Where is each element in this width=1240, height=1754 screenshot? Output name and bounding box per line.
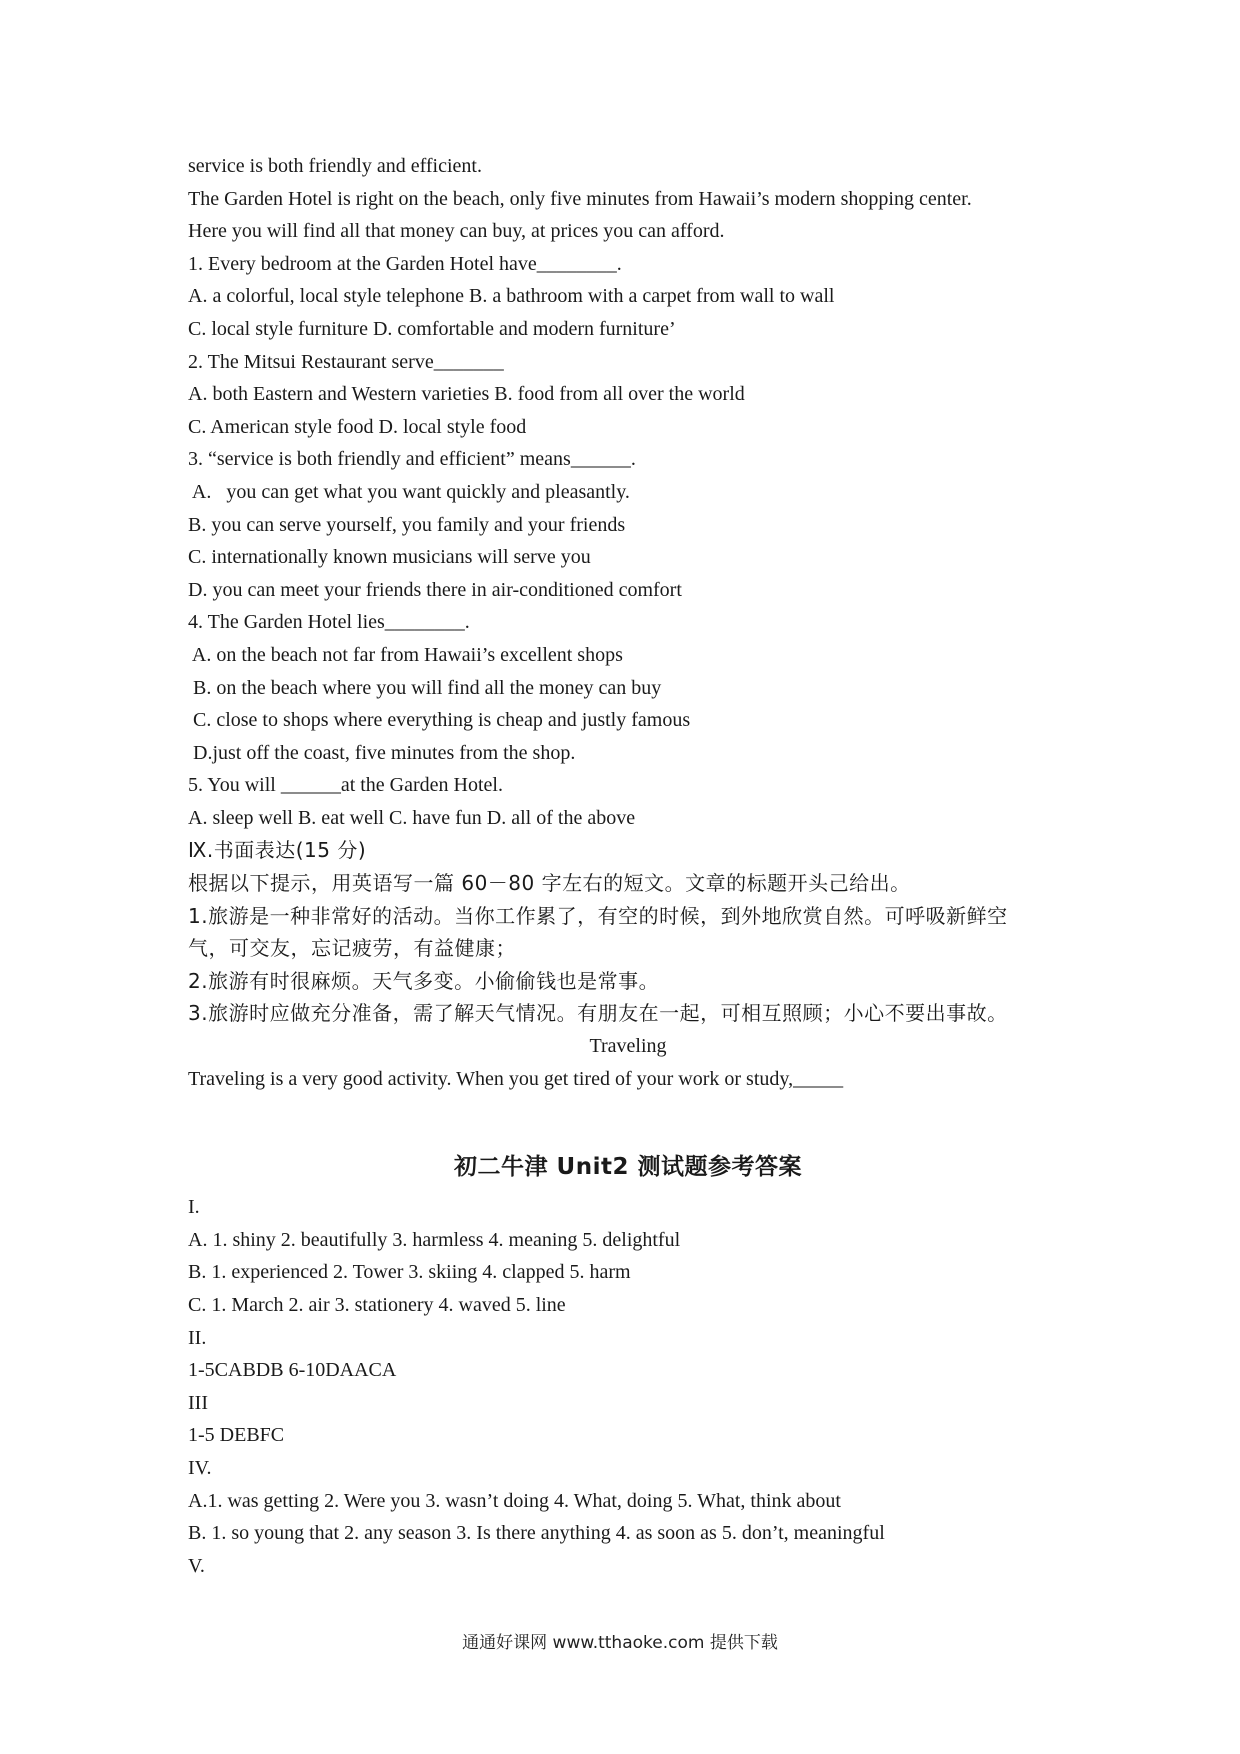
option-line: B. on the beach where you will find all the money can buy — [188, 676, 662, 699]
answer-line: A. 1. shiny 2. beautifully 3. harmless 4. meaning 5. delightful — [188, 1228, 681, 1251]
writing-start: Traveling is a very good activity. When you get tired of your work or study,_____ — [188, 1067, 844, 1090]
writing-title: Traveling — [589, 1035, 667, 1058]
writing-point: 1.旅游是一种非常好的活动。当你工作累了，有空的时候，到外地欣赏自然。可呼吸新鲜空 — [188, 903, 1008, 928]
answer-line: IV. — [188, 1456, 212, 1479]
option-line: A. both Eastern and Western varieties B. food from all over the world — [188, 383, 745, 406]
option-line: D.just off the coast, five minutes from the shop. — [188, 741, 576, 764]
question-line: 2. The Mitsui Restaurant serve_______ — [188, 350, 504, 373]
answer-line: III — [188, 1391, 208, 1414]
answer-line: I. — [188, 1196, 200, 1219]
answers-title: 初二牛津 Unit2 测试题参考答案 — [454, 1154, 802, 1181]
option-line: C. local style furniture D. comfortable and modern furniture’ — [188, 317, 676, 340]
passage-line: Here you will find all that money can buy, at prices you can afford. — [188, 220, 725, 243]
passage-line: The Garden Hotel is right on the beach, only five minutes from Hawaii’s modern shopping center. — [188, 187, 972, 210]
answer-line: B. 1. experienced 2. Tower 3. skiing 4. clapped 5. harm — [188, 1261, 631, 1284]
option-line: A. sleep well B. eat well C. have fun D. all of the above — [188, 806, 636, 829]
answer-line: B. 1. so young that 2. any season 3. Is there anything 4. as soon as 5. don’t, meaningful — [188, 1522, 885, 1545]
writing-point: 2.旅游有时很麻烦。天气多变。小偷偷钱也是常事。 — [188, 968, 660, 993]
option-line: A. a colorful, local style telephone B. a bathroom with a carpet from wall to wall — [188, 285, 835, 308]
option-line: C. internationally known musicians will serve you — [188, 546, 591, 569]
writing-instruction: 根据以下提示，用英语写一篇 60－80 字左右的短文。文章的标题开头己给出。 — [188, 871, 911, 896]
writing-heading: Ⅸ.书面表达(15 分) — [188, 838, 367, 863]
option-line: C. American style food D. local style food — [188, 415, 527, 438]
option-line: A. on the beach not far from Hawaii’s excellent shops — [188, 643, 623, 666]
question-line: 4. The Garden Hotel lies________. — [188, 611, 470, 634]
page-footer: 通通好课网 www.tthaoke.com 提供下载 — [462, 1633, 778, 1653]
document-body — [188, 150, 1068, 1582]
writing-point: 气，可交友，忘记疲劳，有益健康； — [188, 936, 516, 961]
answer-line: V. — [188, 1554, 205, 1577]
passage-line: service is both friendly and efficient. — [188, 155, 482, 177]
answer-line: II. — [188, 1326, 207, 1349]
writing-point: 3.旅游时应做充分准备，需了解天气情况。有朋友在一起，可相互照顾；小心不要出事故。 — [188, 1001, 1008, 1026]
option-line: A. you can get what you want quickly and pleasantly. — [188, 480, 630, 503]
spacer — [188, 1095, 1068, 1143]
question-line: 5. You will ______at the Garden Hotel. — [188, 774, 503, 797]
question-line: 1. Every bedroom at the Garden Hotel have________. — [188, 252, 622, 275]
answer-line: C. 1. March 2. air 3. stationery 4. waved 5. line — [188, 1294, 566, 1316]
option-line: D. you can meet your friends there in air-conditioned comfort — [188, 578, 682, 601]
answer-line: A.1. was getting 2. Were you 3. wasn’t doing 4. What, doing 5. What, think about — [188, 1489, 841, 1512]
answer-line: 1-5 DEBFC — [188, 1424, 285, 1447]
option-line: C. close to shops where everything is cheap and justly famous — [188, 709, 691, 732]
answer-line: 1-5CABDB 6-10DAACA — [188, 1359, 397, 1382]
option-line: B. you can serve yourself, you family and your friends — [188, 513, 626, 536]
question-line: 3. “service is both friendly and efficient” means______. — [188, 448, 636, 471]
